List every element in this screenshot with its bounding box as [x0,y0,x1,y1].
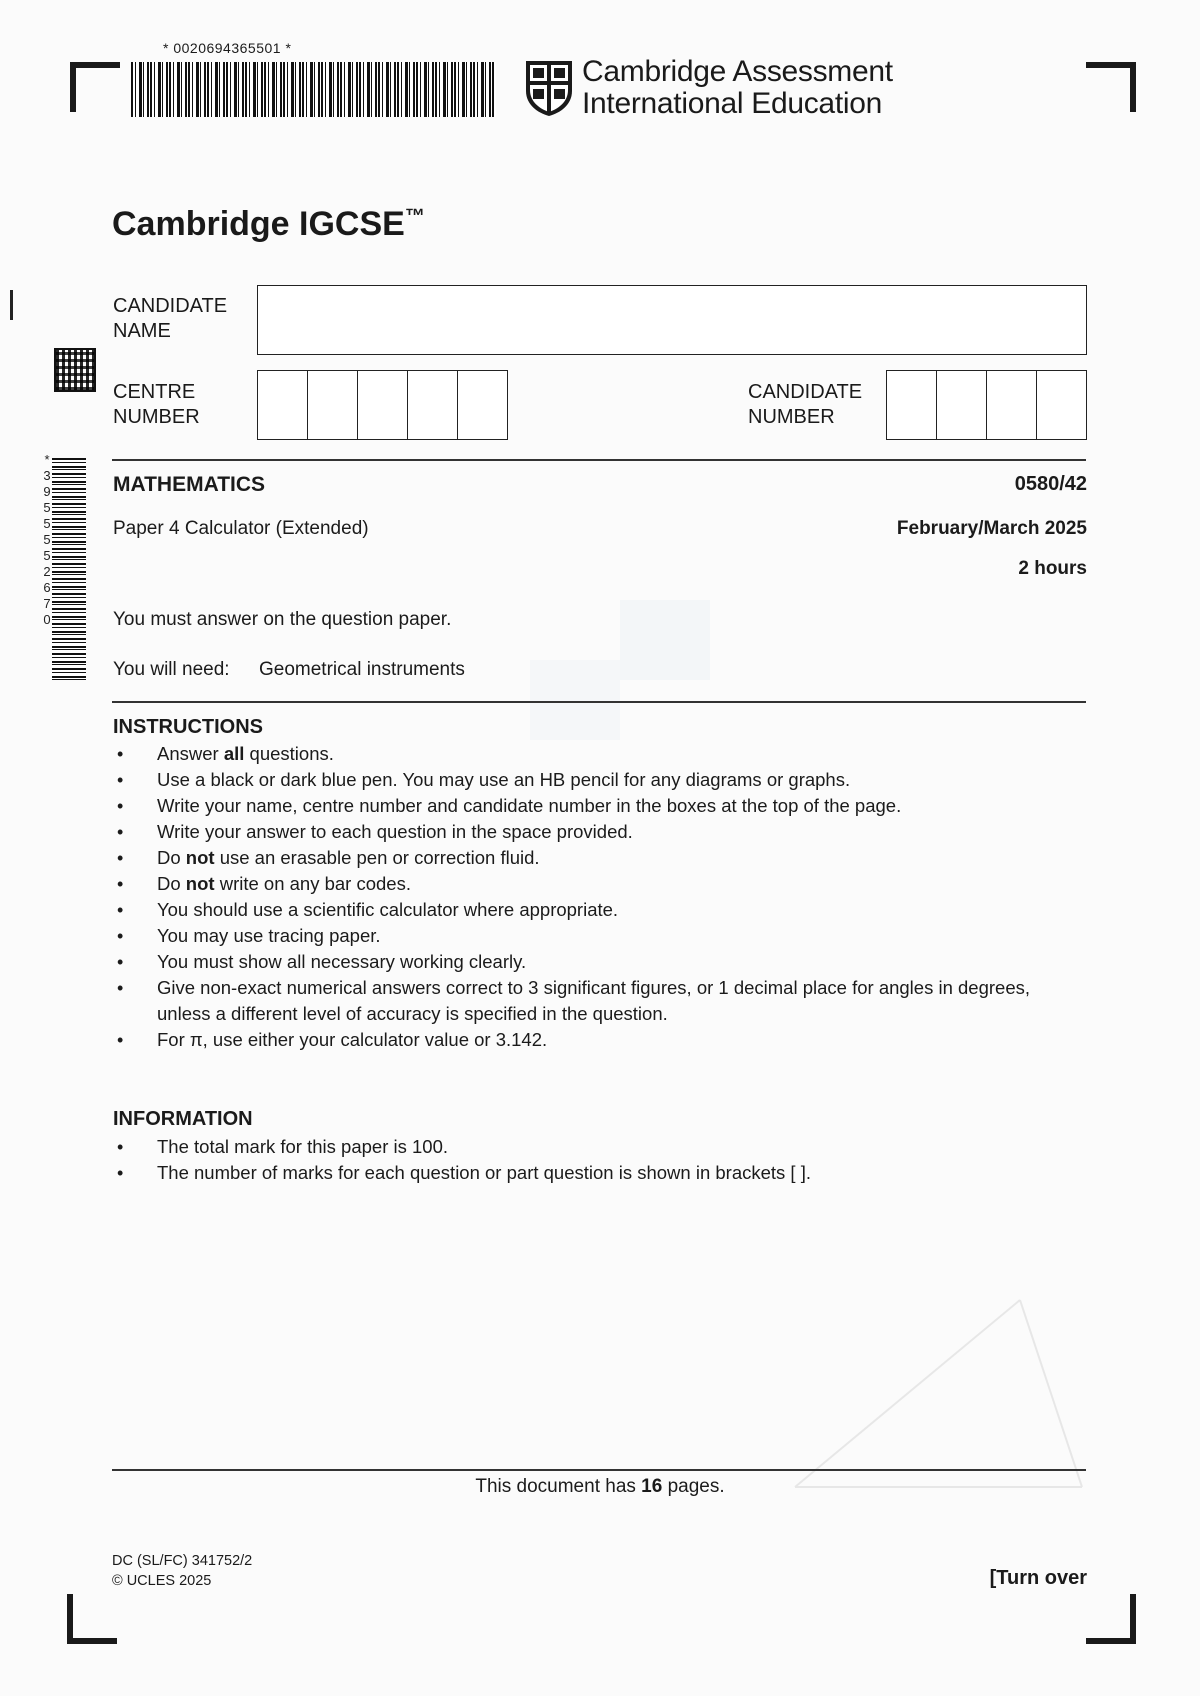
instruction-text: Give non-exact numerical answers correct to 3 significant figures, or 1 decimal place for angles in degrees, unless a different level of accuracy is specified in the question. [157,977,1031,1024]
instruction-item [113,1027,1073,1053]
instruction-text: Do [157,873,186,894]
information-list [113,1134,1073,1186]
instruction-text: Answer [157,743,224,764]
instruction-item [113,845,1073,871]
top-barcode [131,62,496,117]
copyright: © UCLES 2025 [112,1573,212,1589]
instruction-text: questions. [244,743,334,764]
candidate-name-label-line-2: NAME [113,320,171,342]
crop-mark-bottom-left [67,1594,117,1644]
centre-number-cell[interactable] [258,371,308,439]
instruction-emphasis: all [223,743,245,764]
instruction-item [113,767,1073,793]
instruction-emphasis: not [185,847,215,868]
centre-number-label [113,380,200,430]
candidate-number-cell[interactable] [1037,371,1086,439]
instruction-text: For π, use either your calculator value or 3.142. [157,1029,548,1050]
candidate-number-label [748,380,862,430]
shield-crest-icon [524,59,574,117]
instruction-text: Do [157,847,186,868]
answer-on-paper-note: You must answer on the question paper. [113,609,452,630]
crop-mark-bottom-right [1086,1594,1136,1644]
divider [112,1469,1086,1471]
crop-mark-top-left [70,62,120,112]
instruction-item [113,897,1073,923]
candidate-name-label-line-1: CANDIDATE [113,295,228,317]
instruction-item [113,949,1073,975]
information-heading: INFORMATION [113,1108,253,1130]
instruction-emphasis: not [185,873,215,894]
page-count-pre: This document has [475,1476,642,1497]
centre-number-cell[interactable] [408,371,458,439]
instruction-text: You should use a scientific calculator where appropriate. [157,899,619,920]
instruction-item [113,793,1073,819]
qr-code [54,348,96,392]
instruction-item [113,871,1073,897]
document-code: DC (SL/FC) 341752/2 [112,1553,253,1569]
instruction-item [113,923,1073,949]
instruction-item [113,741,1073,767]
barcode-id: * 0020694365501 * [163,40,292,56]
centre-number-cell[interactable] [358,371,408,439]
qualification-name: Cambridge IGCSE [112,205,405,243]
centre-number-boxes[interactable] [257,370,508,440]
turn-over-label: [Turn over [989,1567,1087,1589]
candidate-number-label-line-1: CANDIDATE [748,381,863,403]
margin-tick [10,290,13,320]
centre-number-cell[interactable] [308,371,358,439]
divider [112,701,1086,703]
cambridge-logo [524,56,893,120]
instructions-list [113,741,1073,1053]
page-count-post: pages. [662,1476,725,1497]
trademark-symbol: ™ [404,205,425,228]
document-code-block [112,1551,252,1591]
instruction-text: Write your name, centre number and candidate number in the boxes at the top of the page. [157,795,902,816]
instruction-text: You may use tracing paper. [157,925,381,946]
instruction-text: Write your answer to each question in the space provided. [157,821,633,842]
you-will-need-label: You will need: [113,659,230,680]
divider [112,459,1086,461]
candidate-number-label-line-2: NUMBER [748,406,835,428]
centre-number-label-line-2: NUMBER [113,406,200,428]
instruction-text: Use a black or dark blue pen. You may use an HB pencil for any diagrams or graphs. [157,769,851,790]
candidate-name-box[interactable] [257,285,1087,355]
you-will-need-value: Geometrical instruments [259,659,465,680]
page-count-number: 16 [641,1476,663,1497]
crop-mark-top-right [1086,62,1136,112]
syllabus-code: 0580/42 [1014,473,1087,495]
page-count-note [0,1476,1200,1498]
logo-line-2: International Education [582,87,882,120]
instruction-item [113,975,1073,1027]
candidate-number-boxes[interactable] [886,370,1087,440]
instruction-text: You must show all necessary working clearly. [157,951,527,972]
centre-number-cell[interactable] [458,371,507,439]
information-item: • The total mark for this paper is 100. [113,1134,1073,1160]
side-barcode [52,458,86,680]
exam-session: February/March 2025 [896,518,1087,539]
instruction-text: write on any bar codes. [214,873,411,894]
instructions-heading: INSTRUCTIONS [113,716,263,738]
paper-title: Paper 4 Calculator (Extended) [113,518,369,539]
qualification-title [112,205,425,244]
centre-number-label-line-1: CENTRE [113,381,196,403]
candidate-number-cell[interactable] [987,371,1037,439]
candidate-number-cell[interactable] [887,371,937,439]
subject-name: MATHEMATICS [113,473,266,496]
candidate-name-label [113,294,227,344]
candidate-number-cell[interactable] [937,371,987,439]
instruction-item [113,819,1073,845]
logo-line-1: Cambridge Assessment [582,55,893,88]
information-item: • The number of marks for each question or part question is shown in brackets [ ]. [113,1160,1073,1186]
exam-duration: 2 hours [1018,558,1087,579]
instruction-text: use an erasable pen or correction fluid. [214,847,540,868]
side-barcode-digits: *3955552670 [43,452,51,627]
